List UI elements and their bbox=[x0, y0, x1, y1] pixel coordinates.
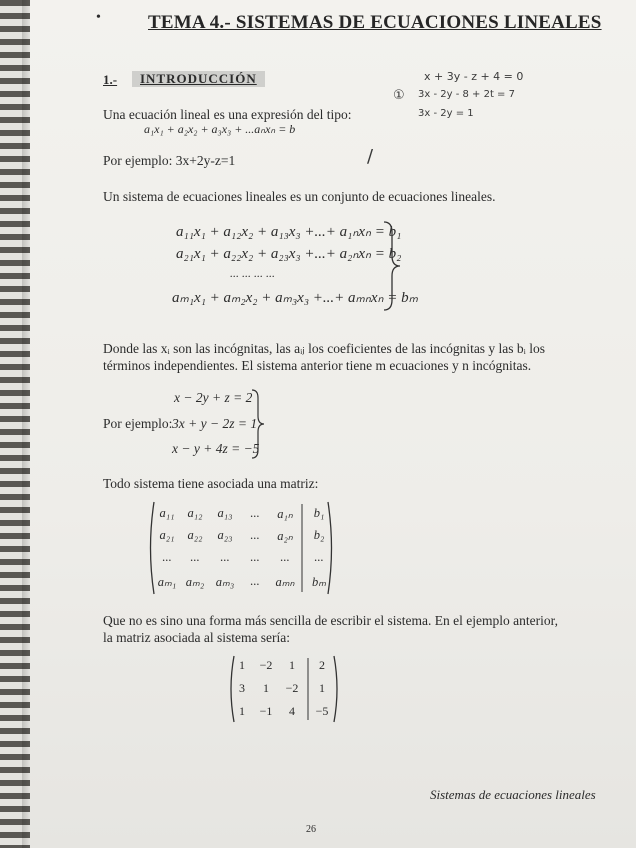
matrix-cell: bₘ bbox=[311, 575, 327, 589]
matrix-cell: ... bbox=[250, 550, 260, 564]
matrix-intro: Todo sistema tiene asociada una matriz: bbox=[103, 476, 319, 491]
linear-equation-example: Por ejemplo: 3x+2y-z=1 bbox=[103, 153, 236, 168]
example-equation-2: 3x + y − 2z = 1 bbox=[172, 416, 258, 431]
matrix-cell: a₂₁ bbox=[159, 528, 175, 542]
matrix-cell: ... bbox=[280, 550, 290, 564]
matrix-cell: aₘ₁ bbox=[157, 575, 177, 589]
example-equation-1: x − 2y + z = 2 bbox=[174, 390, 253, 405]
matrix-cell: ... bbox=[250, 506, 260, 520]
section-number: 1.- bbox=[103, 72, 118, 87]
matrix-cell: ... bbox=[220, 550, 230, 564]
matrix-cell: ... bbox=[314, 550, 324, 564]
system-definition: Un sistema de ecuaciones lineales es un conjunto de ecuaciones lineales. bbox=[103, 189, 496, 204]
matrix-cell: 1 bbox=[289, 658, 295, 672]
footer-title: Sistemas de ecuaciones lineales bbox=[430, 787, 596, 802]
matrix-cell: −2 bbox=[259, 658, 273, 672]
matrix-cell: a₂₃ bbox=[217, 528, 233, 542]
matrix-cell: 1 bbox=[263, 681, 269, 695]
matrix-cell: ... bbox=[190, 550, 200, 564]
matrix-cell: −1 bbox=[259, 704, 273, 718]
matrix-cell: 4 bbox=[289, 704, 295, 718]
matrix-cell: a₂ₙ bbox=[277, 529, 293, 543]
matrix-cell: 1 bbox=[239, 704, 245, 718]
matrix-cell: 1 bbox=[319, 681, 325, 695]
example-label: Por ejemplo: bbox=[103, 416, 173, 431]
matrix-cell: a₁₃ bbox=[217, 506, 233, 520]
matrix-cell: a₂₂ bbox=[187, 528, 203, 542]
handwritten-circle-number: ① bbox=[393, 88, 405, 103]
spiral-binding bbox=[0, 0, 30, 848]
matrix-cell: ... bbox=[162, 550, 172, 564]
linear-equation-formula: a₁x₁ + a₂x₂ + a₃x₃ + ...aₙxₙ = b bbox=[144, 122, 296, 136]
handwritten-line-3: 3x - 2y = 1 bbox=[418, 108, 474, 119]
matrix-cell: b₁ bbox=[313, 506, 325, 520]
matrix-cell: 2 bbox=[319, 658, 325, 672]
general-equation-m: aₘ₁x₁ + aₘ₂x₂ + aₘ₃x₃ +...+ aₘₙxₙ = bₘ bbox=[172, 290, 418, 306]
general-equation-ellipsis: ... ... ... ... bbox=[230, 266, 275, 280]
linear-equation-definition: Una ecuación lineal es una expresión del tipo: bbox=[103, 107, 352, 122]
handwritten-line-2: 3x - 2y - 8 + 2t = 7 bbox=[418, 89, 515, 100]
page-title: TEMA 4.- SISTEMAS DE ECUACIONES LINEALES bbox=[148, 12, 602, 33]
matrix-cell: aₘ₃ bbox=[215, 575, 235, 589]
general-matrix bbox=[146, 500, 336, 596]
handwritten-slash: / bbox=[367, 146, 374, 167]
matrix-cell: −2 bbox=[285, 681, 299, 695]
general-equation-2: a₂₁x₁ + a₂₂x₂ + a₂₃x₃ +...+ a₂ₙxₙ = b₂ bbox=[176, 246, 402, 262]
example-matrix bbox=[228, 654, 340, 724]
matrix-cell: ... bbox=[250, 574, 260, 588]
handwritten-line-1: x + 3y - z + 4 = 0 bbox=[424, 70, 524, 83]
page-number: 26 bbox=[306, 824, 316, 835]
matrix-cell: a₁₁ bbox=[159, 506, 175, 520]
matrix-cell: 1 bbox=[239, 658, 245, 672]
matrix-cell: aₘ₂ bbox=[185, 575, 205, 589]
matrix-cell: 3 bbox=[239, 681, 245, 695]
matrix-cell: aₘₙ bbox=[275, 575, 295, 589]
matrix-cell: b₂ bbox=[313, 528, 325, 542]
system-brace bbox=[380, 220, 404, 312]
matrix-cell: a₁₂ bbox=[187, 506, 203, 520]
example-equation-3: x − y + 4z = −5 bbox=[172, 441, 260, 456]
matrix-cell: −5 bbox=[315, 704, 329, 718]
general-equation-1: a₁₁x₁ + a₁₂x₂ + a₁₃x₃ +...+ a₁ₙxₙ = b₁ bbox=[176, 224, 402, 240]
bullet-mark: • bbox=[96, 10, 101, 25]
section-title: INTRODUCCIÓN bbox=[132, 71, 265, 87]
example-brace bbox=[250, 388, 266, 460]
matrix-note: Que no es sino una forma más sencilla de escribir el sistema. En el ejemplo anterior, la matriz asociada al sistema sería: bbox=[103, 613, 558, 645]
matrix-cell: ... bbox=[250, 528, 260, 542]
variables-explanation: Donde las xᵢ son las incógnitas, las aᵢⱼ los coeficientes de las incógnitas y las bᵢ los términos independientes. El sistema anterior tiene m ecuaciones y n incógnitas. bbox=[103, 341, 546, 373]
matrix-cell: a₁ₙ bbox=[277, 507, 293, 521]
